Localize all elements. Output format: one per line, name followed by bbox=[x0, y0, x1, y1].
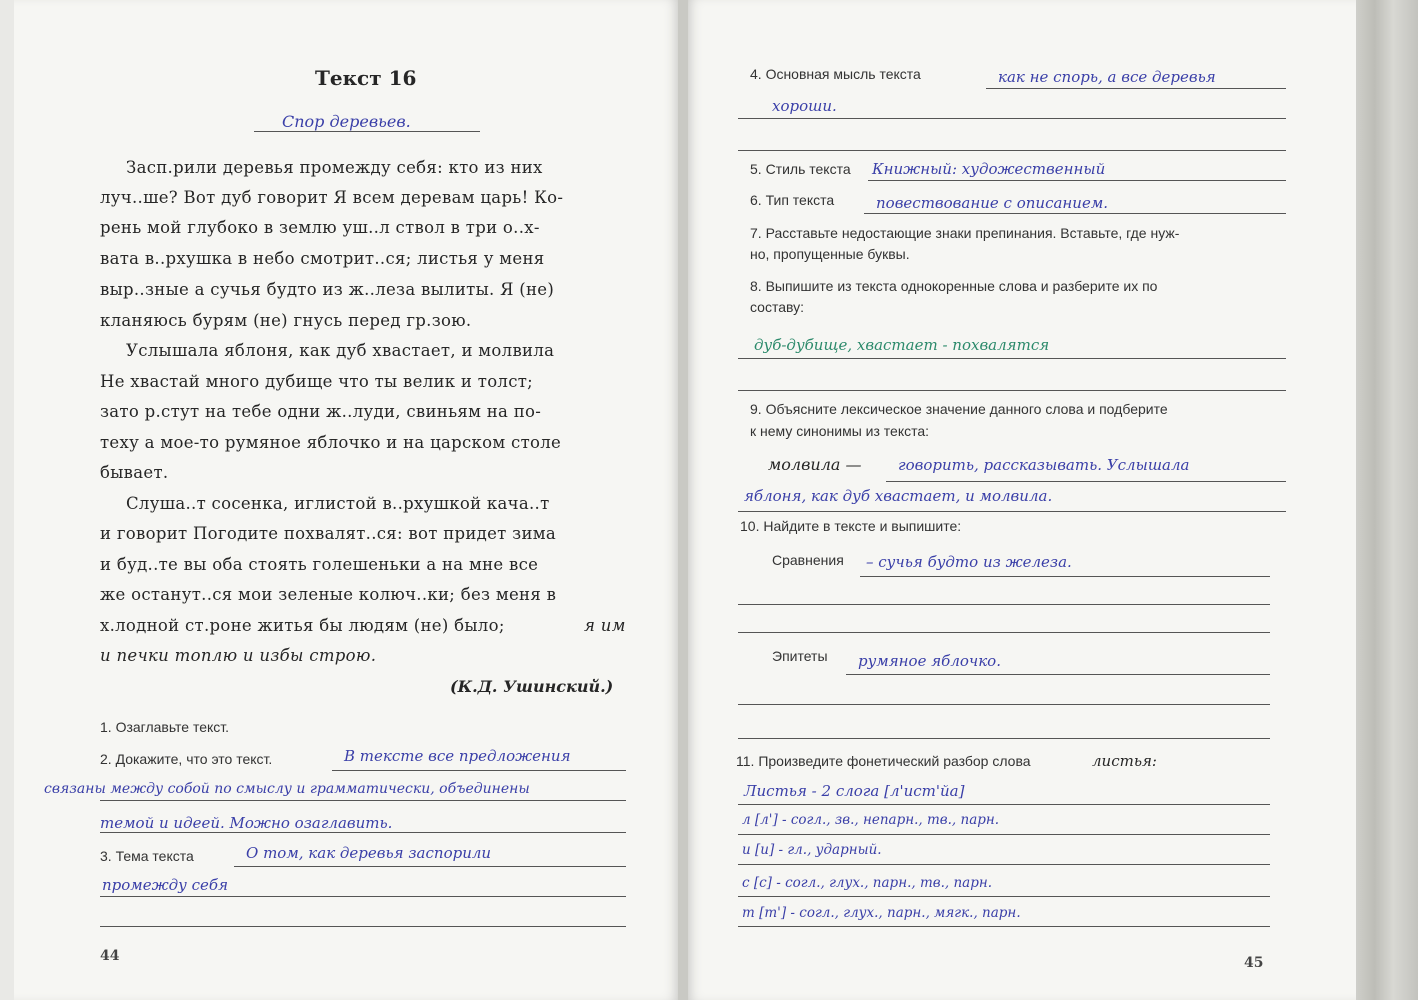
answer-rule bbox=[986, 88, 1286, 89]
passage-line: Услышала яблоня, как дуб хвастает, и молвила bbox=[126, 341, 555, 360]
answer-rule bbox=[738, 358, 1286, 359]
answer-rule bbox=[738, 834, 1270, 835]
page-number-right: 45 bbox=[1244, 955, 1264, 971]
answer-11-line: и [и] - гл., ударный. bbox=[742, 842, 882, 858]
answer-8: дуб-дубище, хвастает - похвалятся bbox=[754, 336, 1050, 354]
comparisons-label: Сравнения bbox=[772, 552, 844, 568]
answer-9-line-1: говорить, рассказывать. Услышала bbox=[898, 456, 1190, 474]
page-stack-edge bbox=[1356, 0, 1418, 1000]
answer-2-line-3: темой и идеей. Можно озаглавить. bbox=[100, 814, 393, 832]
passage-line: луч..ше? Вот дуб говорит Я всем деревам царь! Ко- bbox=[100, 188, 564, 207]
text-title: Текст 16 bbox=[315, 66, 417, 90]
author: (К.Д. Ушинский.) bbox=[450, 677, 614, 696]
answer-rule bbox=[738, 604, 1270, 605]
answer-rule bbox=[234, 866, 626, 867]
answer-9-line-2: яблоня, как дуб хвастает, и молвила. bbox=[744, 487, 1053, 505]
answer-rule bbox=[738, 804, 1270, 805]
answer-rule bbox=[738, 896, 1270, 897]
answer-11-line: Листья - 2 слога [л'ист'йа] bbox=[744, 782, 965, 800]
title-rule bbox=[254, 131, 480, 132]
answer-rule bbox=[860, 576, 1270, 577]
answer-6: повествование с описанием. bbox=[876, 194, 1109, 212]
answer-10-epithets: румяное яблочко. bbox=[858, 652, 1001, 670]
passage-line: бывает. bbox=[100, 463, 169, 482]
answer-rule bbox=[738, 864, 1270, 865]
passage-line: Слуша..т сосенка, иглистой в..рхушкой кача..т bbox=[126, 494, 550, 513]
passage-line: рень мой глубоко в землю уш..л ствол в три о..х- bbox=[100, 218, 540, 237]
answer-rule bbox=[100, 800, 626, 801]
answer-rule bbox=[738, 738, 1270, 739]
answer-11-line: т [т'] - согл., глух., парн., мягк., парн. bbox=[742, 905, 1021, 921]
question-8-cont: составу: bbox=[750, 299, 805, 315]
question-6: 6. Тип текста bbox=[750, 192, 835, 208]
passage-line: Не хвастай много дубище что ты велик и толст; bbox=[100, 372, 534, 391]
answer-rule bbox=[738, 511, 1286, 512]
word-molvila: молвила — bbox=[768, 455, 862, 474]
passage-line: зато р.стут на тебе одни ж..луди, свиньям на по- bbox=[100, 402, 542, 421]
answer-rule bbox=[100, 926, 626, 927]
question-3: 3. Тема текста bbox=[100, 848, 194, 864]
question-9-cont: к нему синонимы из текста: bbox=[750, 423, 930, 439]
passage-line: выр..зные а сучья будто из ж..леза вылиты. Я (не) bbox=[100, 280, 555, 299]
answer-3-line-1: О том, как деревья заспорили bbox=[246, 844, 492, 862]
passage-line: кланяюсь бурям (не) гнусь перед гр.зою. bbox=[100, 311, 472, 330]
handwritten-title: Спор деревьев. bbox=[282, 112, 411, 131]
answer-rule bbox=[738, 926, 1270, 927]
page-number-left: 44 bbox=[100, 948, 120, 964]
question-4: 4. Основная мысль текста bbox=[750, 66, 921, 82]
passage-line: Засп.рили деревья промежду себя: кто из них bbox=[126, 158, 543, 177]
answer-rule bbox=[738, 390, 1286, 391]
answer-rule bbox=[864, 213, 1286, 214]
answer-rule bbox=[886, 481, 1286, 482]
answer-11-line: с [с] - согл., глух., парн., тв., парн. bbox=[742, 875, 993, 891]
answer-rule bbox=[332, 770, 626, 771]
answer-rule bbox=[846, 674, 1270, 675]
passage-line: теху а мое-то румяное яблочко и на царском столе bbox=[100, 433, 562, 452]
passage-line: и говорит Погодите похвалят..ся: вот придет зима bbox=[100, 524, 557, 543]
passage-italic: я им bbox=[584, 616, 626, 635]
book-gutter bbox=[678, 0, 688, 1000]
right-page bbox=[688, 0, 1356, 1000]
answer-3-line-2: промежду себя bbox=[102, 876, 228, 894]
passage-line: вата в..рхушка в небо смотрит..ся; листья у меня bbox=[100, 249, 545, 268]
passage-italic: и печки топлю и избы строю. bbox=[100, 646, 377, 665]
question-1: 1. Озаглавьте текст. bbox=[100, 719, 230, 735]
answer-4-line-1: как не спорь, а все деревья bbox=[998, 68, 1216, 86]
passage-line: и буд..те вы оба стоять голешеньки а на мне все bbox=[100, 555, 539, 574]
question-11-word: листья: bbox=[1092, 752, 1157, 770]
answer-rule bbox=[738, 704, 1270, 705]
left-page bbox=[14, 0, 678, 1000]
passage-line: же останут..ся мои зеленые колюч..ки; без меня в bbox=[100, 585, 557, 604]
question-2: 2. Докажите, что это текст. bbox=[100, 751, 273, 767]
answer-11-line: л [л'] - согл., зв., непарн., тв., парн. bbox=[742, 812, 1000, 828]
question-11: 11. Произведите фонетический разбор слова bbox=[736, 753, 1031, 769]
answer-rule bbox=[738, 118, 1286, 119]
answer-4-line-2: хороши. bbox=[772, 97, 837, 115]
answer-rule bbox=[868, 180, 1286, 181]
answer-rule bbox=[738, 632, 1270, 633]
answer-2-line-2: связаны между собой по смыслу и грамматически, объединены bbox=[44, 781, 530, 797]
answer-rule bbox=[100, 832, 626, 833]
epithets-label: Эпитеты bbox=[772, 648, 828, 664]
answer-rule bbox=[738, 150, 1286, 151]
answer-2-line-1: В тексте все предложения bbox=[344, 747, 571, 765]
question-8: 8. Выпишите из текста однокоренные слова и разберите их по bbox=[750, 278, 1158, 294]
question-7-cont: но, пропущенные буквы. bbox=[750, 246, 910, 262]
question-7: 7. Расставьте недостающие знаки препинания. Вставьте, где нуж- bbox=[750, 225, 1180, 241]
passage-line: х.лодной ст.роне житья бы людям (не) было; bbox=[100, 616, 505, 635]
question-5: 5. Стиль текста bbox=[750, 161, 851, 177]
answer-5: Книжный: художественный bbox=[872, 160, 1106, 178]
question-10: 10. Найдите в тексте и выпишите: bbox=[740, 518, 962, 534]
answer-10-comparisons: – сучья будто из железа. bbox=[866, 553, 1072, 571]
question-9: 9. Объясните лексическое значение данного слова и подберите bbox=[750, 401, 1168, 417]
answer-rule bbox=[100, 896, 626, 897]
